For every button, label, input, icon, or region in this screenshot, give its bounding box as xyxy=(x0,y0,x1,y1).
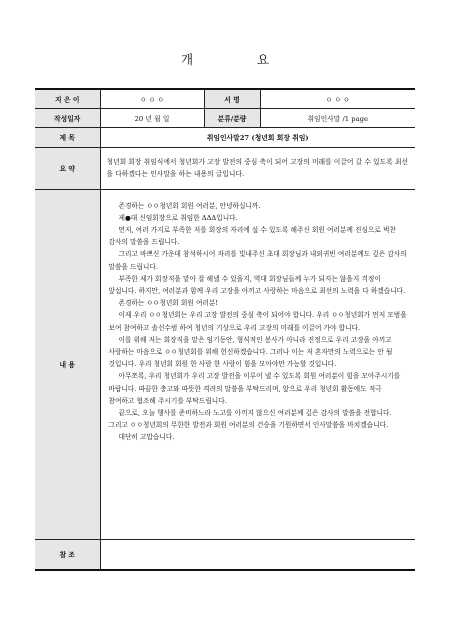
content-paragraph: 존경하는 ㅇㅇ청년회 회원 여러분! xyxy=(118,299,219,308)
author-label: 지 은 이 xyxy=(35,89,100,108)
content-paragraph: 제●대 신임회장으로 취임한 ΔΔΔ입니다. xyxy=(118,213,238,222)
date-label: 작성일자 xyxy=(35,108,100,127)
content-paragraph: 아무쪼록, 우리 청년회가 우리 고장 발전을 이루어 낼 수 있도록 회원 여러분이 힘을 모아주시기를 바랍니다. 따끔한 충고와 따뜻한 격려의 말씀을 부탁드리며, 앞으로 우리 청년회 활동에도 적극 참여하고 협조해 주시기를 부탁드립니다. xyxy=(108,372,401,405)
category-value: 취임인사말 /1 page xyxy=(260,108,415,127)
editor-value: ㅇ ㅇ ㅇ xyxy=(260,89,415,108)
summary-text: 청년회 회장 취임식에서 청년회가 고장 발전의 중심 축이 되어 고장의 미래를 이끌어 갈 수 있도록 최선을 다하겠다는 인사말을 하는 내용의 글입니다. xyxy=(100,147,415,189)
category-label: 분류/분량 xyxy=(204,108,260,127)
content-label: 내 용 xyxy=(35,189,100,539)
reference-label: 참 조 xyxy=(35,539,100,570)
content-paragraph: 존경하는 ㅇㅇ청년회 회원 여러분, 안녕하십니까. xyxy=(118,201,261,210)
subject-label: 제 목 xyxy=(35,127,100,147)
content-paragraph: 그리고 바쁘신 가운데 참석하시어 자리를 빛내주신 초대 회장님과 내외귀빈 여러분께도 깊은 감사의 말씀을 드립니다. xyxy=(108,250,407,271)
content-paragraph: 끝으로, 오늘 행사를 준비하느라 노고를 아끼지 않으신 여러분께 깊은 감사의 말씀을 전합니다. 그리고 ㅇㅇ청년회의 무한한 발전과 회원 여러분의 건승을 기원하면서 인사말씀을 마치겠습니다. xyxy=(108,408,392,430)
document-title: 개 요 xyxy=(180,52,300,67)
date-value: 20 년 월 일 xyxy=(100,108,204,127)
subject-value: 취임인사말27 (청년회 회장 취임) xyxy=(100,127,415,147)
reference-value xyxy=(100,539,415,570)
content-paragraph: 먼저, 여러 가지로 부족한 저를 회장의 자리에 설 수 있도록 해주신 회원 여러분께 진심으로 벅찬 감사의 말씀을 드립니다. xyxy=(108,225,396,247)
summary-form-table xyxy=(35,88,415,571)
content-paragraph: 대단히 고맙습니다. xyxy=(118,433,175,442)
author-value: ㅇ ㅇ ㅇ xyxy=(100,89,204,108)
content-paragraph: 이를 위해 저는 회장직을 맡은 임기동안, 형식적인 봉사가 아니라 진정으로 우리 고장을 아끼고 사랑하는 마음으로 ㅇㅇ청년회를 위해 헌신하겠습니다. 그러나 이는 저 혼자만의 노력으로는 안 될 것입니다. 우리 청년회 회원 한 사람 한 사람이 힘을 모아야만 가능할 것입니다. xyxy=(108,335,393,369)
editor-label: 서 명 xyxy=(204,89,260,108)
summary-label: 요 약 xyxy=(35,147,100,189)
content-body xyxy=(100,189,415,539)
content-paragraph: 부족한 제가 회장직을 맡아 잘 해낼 수 있을지, 역대 회장님들께 누가 되지는 않을지 걱정이 앞섭니다. 하지만, 여러분과 함께 우리 고장을 아끼고 사랑하는 마음으로 최선의 노력을 다 하겠습니다. xyxy=(108,274,406,295)
content-paragraph: 이제 우리 ㅇㅇ청년회는 우리 고장 발전의 중심 축이 되어야 합니다. 우리 ㅇㅇ청년회가 먼저 모범을 보여 참여하고 솔선수범 하여 청년의 기상으로 우리 고장의 미래를 이끌어 가야 합니다. xyxy=(108,311,407,332)
